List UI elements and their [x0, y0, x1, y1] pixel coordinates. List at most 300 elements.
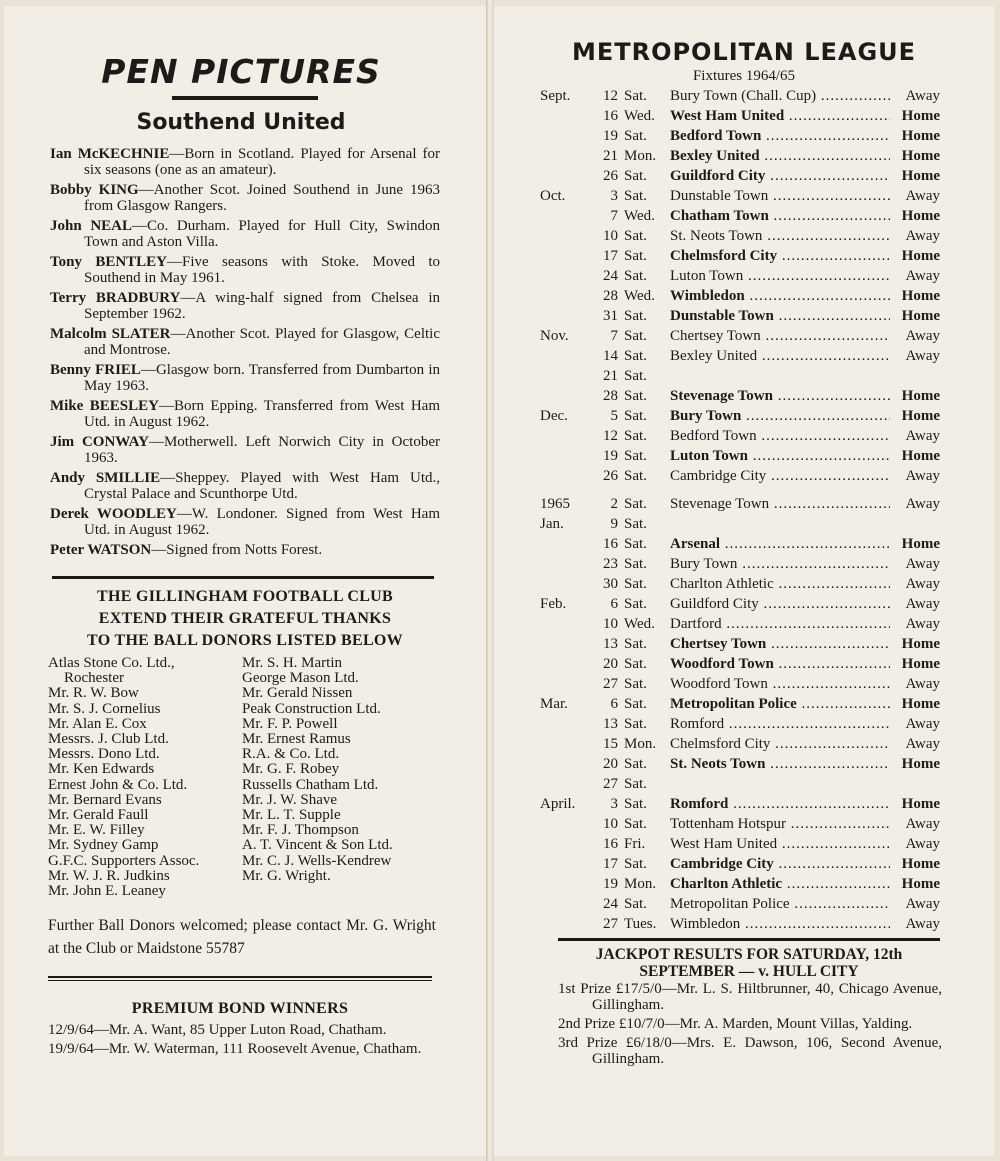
fixture-venue: Away	[890, 466, 940, 486]
donor-name: Mr. Gerald Nissen	[242, 685, 353, 702]
fixture-row	[540, 494, 940, 514]
fixture-date: 19	[603, 448, 618, 464]
fixture-day: Mon.	[624, 736, 657, 752]
fixture-venue: Home	[890, 246, 940, 266]
fixture-date: 19	[603, 128, 618, 144]
fixture-day: Sat.	[624, 348, 647, 364]
fixture-day: Sat.	[624, 448, 647, 464]
donor-name: Mr. F. J. Thompson	[242, 822, 359, 839]
donor-name: Mr. Ernest Ramus	[242, 731, 351, 748]
fixture-date: 16	[603, 836, 618, 852]
fixtures-subtitle: Fixtures 1964/65	[692, 68, 796, 84]
player-entry	[50, 506, 440, 538]
fixture-day: Sat.	[624, 816, 647, 832]
fixture-opponent: Bedford Town .....	[670, 126, 890, 146]
fixture-day: Sat.	[624, 676, 647, 692]
fixture-day: Sat.	[624, 428, 647, 444]
fixture-date: 20	[603, 656, 618, 672]
section-rule	[52, 576, 434, 579]
fixture-opponent: St. Neots Town .....	[670, 754, 890, 774]
fixture-venue: Home	[890, 206, 940, 226]
fixture-venue: Home	[890, 874, 940, 894]
donor-name: George Mason Ltd.	[242, 670, 359, 687]
donor-name: Mr. J. W. Shave	[242, 791, 338, 808]
fixture-day: Sat.	[624, 308, 647, 324]
fixture-day: Sat.	[624, 168, 647, 184]
fixture-day: Sat.	[624, 188, 647, 204]
prize-entry: 2nd Prize £10/7/0—Mr. A. Marden, Mount Villas, Yalding.	[558, 1016, 913, 1032]
fixture-opponent: Bexley United .....	[670, 346, 890, 366]
fixture-row	[540, 446, 940, 466]
fixture-row	[540, 654, 940, 674]
fixture-opponent: West Ham United .....	[670, 834, 890, 854]
jackpot-title: JACKPOT RESULTS FOR SATURDAY, 12th SEPTEMBER — v. HULL CITY	[595, 946, 903, 980]
winner-entry: 19/9/64—Mr. W. Waterman, 111 Roosevelt Avenue, Chatham.	[48, 1041, 422, 1057]
fixture-day: Sat.	[624, 468, 647, 484]
fixture-day: Sat.	[624, 408, 647, 424]
pen-pictures-title: PEN PICTURES	[101, 52, 381, 91]
player-name: Benny FRIEL	[50, 362, 141, 378]
fixture-venue: Away	[890, 86, 940, 106]
fixture-row	[540, 126, 940, 146]
fixture-opponent: Metropolitan Police .....	[670, 894, 890, 914]
player-name: Mike BEESLEY	[50, 398, 159, 414]
fixture-venue: Home	[890, 406, 940, 426]
fixture-date: 28	[603, 288, 618, 304]
fixture-day: Sat.	[624, 576, 647, 592]
fixture-row	[540, 514, 940, 534]
fixture-venue: Home	[890, 754, 940, 774]
donor-name: Peak Construction Ltd.	[242, 700, 381, 717]
donor-name: Mr. S. J. Cornelius	[48, 700, 161, 717]
fixture-month: April.	[540, 796, 576, 812]
fixture-row	[540, 226, 940, 246]
fixture-venue: Away	[890, 554, 940, 574]
fixture-venue: Home	[890, 794, 940, 814]
fixture-venue: Home	[890, 306, 940, 326]
fixture-opponent: Stevenage Town .....	[670, 494, 890, 514]
fixture-day: Sat.	[624, 776, 647, 792]
fixture-venue: Away	[890, 674, 940, 694]
player-entry	[50, 182, 440, 214]
fixture-row	[540, 594, 940, 614]
fixture-date: 21	[603, 148, 618, 164]
fixture-opponent: Stevenage Town .....	[670, 386, 890, 406]
fixture-month: Nov.	[540, 328, 569, 344]
donor-name: Messrs. J. Club Ltd.	[48, 731, 169, 748]
fixture-opponent: Cambridge City .....	[670, 854, 890, 874]
section-rule-thin	[48, 980, 432, 981]
fixture-opponent: Romford .....	[670, 714, 890, 734]
fixture-day: Sat.	[624, 268, 647, 284]
fixture-date: 12	[603, 88, 618, 104]
prize-entry: 1st Prize £17/5/0—Mr. L. S. Hiltbrunner, 40, Chicago Avenue, Gillingham.	[558, 981, 942, 1013]
fixture-venue: Home	[890, 446, 940, 466]
fixture-day: Wed.	[624, 108, 655, 124]
player-entry	[50, 398, 440, 430]
fixture-venue: Home	[890, 106, 940, 126]
donor-name: G.F.C. Supporters Assoc.	[48, 852, 200, 869]
fixture-opponent: Guildford City .....	[670, 166, 890, 186]
fixture-day: Mon.	[624, 876, 657, 892]
fixture-row	[540, 894, 940, 914]
fixture-opponent: Woodford Town .....	[670, 674, 890, 694]
premium-bond-title: PREMIUM BOND WINNERS	[131, 1000, 349, 1017]
fixture-venue: Away	[890, 834, 940, 854]
donor-name: Mr. W. J. R. Judkins	[48, 867, 170, 884]
fixture-day: Sat.	[624, 496, 647, 512]
fixture-day: Sat.	[624, 596, 647, 612]
fixture-date: 12	[603, 428, 618, 444]
prize-entry: 3rd Prize £6/18/0—Mrs. E. Dawson, 106, Second Avenue, Gillingham.	[558, 1035, 942, 1067]
fixture-row	[540, 614, 940, 634]
fixture-day: Sat.	[624, 328, 647, 344]
thanks-line: TO THE BALL DONORS LISTED BELOW	[87, 632, 403, 649]
fixture-row	[540, 246, 940, 266]
fixture-date: 13	[603, 716, 618, 732]
player-entry	[50, 362, 440, 394]
fixture-venue: Home	[890, 286, 940, 306]
donor-name: Ernest John & Co. Ltd.	[48, 776, 188, 793]
player-entry	[50, 470, 440, 502]
fixture-date: 5	[610, 408, 618, 424]
donor-name: Russells Chatham Ltd.	[242, 776, 379, 793]
fixture-row	[540, 674, 940, 694]
fixture-date: 6	[610, 696, 618, 712]
player-entry	[50, 254, 440, 286]
fixture-day: Sat.	[624, 636, 647, 652]
player-name: Terry BRADBURY	[50, 290, 181, 306]
thanks-line: EXTEND THEIR GRATEFUL THANKS	[98, 610, 392, 627]
donor-name: Mr. Alan E. Cox	[48, 715, 147, 732]
fixture-month: Mar.	[540, 696, 568, 712]
fixture-venue: Away	[890, 346, 940, 366]
fixture-date: 21	[603, 368, 618, 384]
fixture-row	[540, 854, 940, 874]
fixture-row	[540, 466, 940, 486]
fixture-row	[540, 814, 940, 834]
donor-name: Mr. G. Wright.	[242, 867, 331, 884]
fixture-day: Sat.	[624, 796, 647, 812]
fixture-row	[540, 426, 940, 446]
fixture-date: 15	[603, 736, 618, 752]
fixture-opponent: Cambridge City .....	[670, 466, 890, 486]
fixture-venue: Home	[890, 654, 940, 674]
fixture-month: Feb.	[540, 596, 567, 612]
fixture-row	[540, 714, 940, 734]
donor-name: Mr. Bernard Evans	[48, 791, 162, 808]
player-name: Jim CONWAY	[50, 434, 149, 450]
player-description: —Another Scot. Played for Glasgow, Celtic and Montrose.	[84, 326, 440, 358]
fixture-row	[540, 794, 940, 814]
fixture-row	[540, 186, 940, 206]
fixture-venue: Away	[890, 814, 940, 834]
player-description: —Sheppey. Played with West Ham Utd., Crystal Palace and Scunthorpe Utd.	[84, 470, 440, 502]
fixture-venue: Away	[890, 226, 940, 246]
donor-name: Rochester	[64, 670, 124, 687]
donor-name: Mr. L. T. Supple	[242, 807, 341, 824]
fixture-venue: Away	[890, 426, 940, 446]
fixture-month: Oct.	[540, 188, 566, 204]
fixture-opponent: Dartford .....	[670, 614, 890, 634]
fixture-row	[540, 106, 940, 126]
fixture-date: 17	[603, 248, 618, 264]
player-description: —Motherwell. Left Norwich City in October 1963.	[84, 434, 440, 466]
player-name: Bobby KING	[50, 182, 139, 198]
fixture-opponent: Bury Town .....	[670, 406, 890, 426]
fixture-venue: Home	[890, 146, 940, 166]
fixture-opponent: Guildford City .....	[670, 594, 890, 614]
fixture-venue: Home	[890, 166, 940, 186]
fixture-opponent: Luton Town .....	[670, 446, 890, 466]
fixture-day: Wed.	[624, 616, 655, 632]
fixture-date: 27	[603, 676, 618, 692]
fixture-venue: Home	[890, 386, 940, 406]
player-name: Andy SMILLIE	[50, 470, 161, 486]
fixture-date: 16	[603, 108, 618, 124]
fixture-row	[540, 834, 940, 854]
fixture-row	[540, 634, 940, 654]
fixture-opponent: Tottenham Hotspur .....	[670, 814, 890, 834]
donor-name: Mr. G. F. Robey	[242, 761, 340, 778]
player-description: —Signed from Notts Forest.	[151, 542, 323, 558]
fixture-opponent: Chatham Town .....	[670, 206, 890, 226]
fixture-day: Sat.	[624, 516, 647, 532]
fixture-date: 10	[603, 816, 618, 832]
donor-column-1	[48, 656, 248, 899]
fixture-date: 24	[603, 268, 618, 284]
fixture-row	[540, 914, 940, 934]
fixture-day: Sat.	[624, 856, 647, 872]
row-spacer	[540, 486, 940, 494]
fixture-opponent: Bexley United .....	[670, 146, 890, 166]
donor-name: A. T. Vincent & Son Ltd.	[242, 837, 393, 854]
fixture-venue: Away	[890, 734, 940, 754]
fixture-opponent: Chertsey Town .....	[670, 326, 890, 346]
fixture-date: 19	[603, 876, 618, 892]
donor-name: Messrs. Dono Ltd.	[48, 746, 160, 763]
fixture-opponent: Wimbledon .....	[670, 914, 890, 934]
fixture-opponent: Chelmsford City .....	[670, 246, 890, 266]
fixture-opponent: Wimbledon .....	[670, 286, 890, 306]
premium-bond-winners	[48, 1022, 432, 1060]
fixture-date: 30	[603, 576, 618, 592]
fixture-opponent: Arsenal .....	[670, 534, 890, 554]
fixture-row	[540, 206, 940, 226]
player-name: Malcolm SLATER	[50, 326, 171, 342]
further-donors-note: Further Ball Donors welcomed; please contact Mr. G. Wright at the Club or Maidstone 55787	[48, 917, 436, 957]
fixture-row	[540, 286, 940, 306]
donor-name: Mr. Ken Edwards	[48, 761, 155, 778]
fixture-opponent: Charlton Athletic .....	[670, 574, 890, 594]
donor-name: Mr. C. J. Wells-Kendrew	[242, 852, 392, 869]
fixture-venue: Away	[890, 894, 940, 914]
fixture-day: Sat.	[624, 556, 647, 572]
fixture-venue: Away	[890, 494, 940, 514]
player-entry	[50, 146, 440, 178]
fixture-day: Sat.	[624, 536, 647, 552]
player-name: Peter WATSON	[50, 542, 152, 558]
donor-name: Mr. F. P. Powell	[242, 715, 338, 732]
fixture-opponent: Charlton Athletic .....	[670, 874, 890, 894]
fixture-day: Sat.	[624, 128, 647, 144]
fixture-venue: Away	[890, 574, 940, 594]
fixture-date: 2	[610, 496, 618, 512]
fixture-venue: Away	[890, 594, 940, 614]
fixture-venue: Away	[890, 614, 940, 634]
player-description: —Five seasons with Stoke. Moved to Southend in May 1961.	[84, 254, 440, 286]
fixture-date: 9	[610, 516, 618, 532]
player-description: —Born in Scotland. Played for Arsenal for six seasons (one as an amateur).	[84, 146, 440, 178]
fixture-date: 10	[603, 616, 618, 632]
fixture-venue: Away	[890, 266, 940, 286]
fixture-venue: Home	[890, 694, 940, 714]
fixture-row	[540, 874, 940, 894]
fixture-date: 27	[603, 776, 618, 792]
fixture-day: Sat.	[624, 756, 647, 772]
fixture-date: 14	[603, 348, 618, 364]
donor-name: Mr. E. W. Filley	[48, 822, 145, 839]
fixture-opponent: Luton Town .....	[670, 266, 890, 286]
donor-name: Mr. R. W. Bow	[48, 685, 139, 702]
page-spine	[486, 0, 494, 1161]
fixture-day: Tues.	[624, 916, 657, 932]
donor-name: Mr. John E. Leaney	[48, 883, 166, 900]
fixture-date: 24	[603, 896, 618, 912]
fixture-venue: Away	[890, 914, 940, 934]
player-entry	[50, 218, 440, 250]
league-title: METROPOLITAN LEAGUE	[571, 38, 917, 66]
player-description: —Another Scot. Joined Southend in June 1963 from Glasgow Rangers.	[84, 182, 440, 214]
fixture-month: 1965	[540, 496, 570, 512]
fixture-opponent: Romford .....	[670, 794, 890, 814]
fixture-opponent: St. Neots Town .....	[670, 226, 890, 246]
fixture-opponent: Woodford Town .....	[670, 654, 890, 674]
fixture-date: 13	[603, 636, 618, 652]
fixture-month: Dec.	[540, 408, 568, 424]
fixture-month: Jan.	[540, 516, 564, 532]
thanks-line: THE GILLINGHAM FOOTBALL CLUB	[96, 588, 393, 605]
fixture-month: Sept.	[540, 88, 571, 104]
fixture-date: 7	[610, 208, 618, 224]
fixture-opponent: Dunstable Town .....	[670, 306, 890, 326]
player-description: —Glasgow born. Transferred from Dumbarton in May 1963.	[84, 362, 440, 394]
player-name: Tony BENTLEY	[50, 254, 168, 270]
club-title: Southend United	[136, 110, 346, 135]
fixture-date: 6	[610, 596, 618, 612]
fixture-date: 10	[603, 228, 618, 244]
donor-name: R.A. & Co. Ltd.	[242, 746, 340, 763]
donor-column-2	[242, 656, 442, 884]
fixture-day: Wed.	[624, 208, 655, 224]
fixture-day: Sat.	[624, 388, 647, 404]
fixture-venue: Home	[890, 534, 940, 554]
fixture-day: Mon.	[624, 148, 657, 164]
fixture-date: 28	[603, 388, 618, 404]
fixture-opponent: Chertsey Town .....	[670, 634, 890, 654]
ball-donors-heading	[60, 586, 430, 652]
fixture-day: Sat.	[624, 896, 647, 912]
fixture-row	[540, 146, 940, 166]
player-list	[50, 146, 440, 562]
player-entry	[50, 290, 440, 322]
section-rule	[558, 938, 940, 941]
player-entry	[50, 326, 440, 358]
fixture-venue: Away	[890, 186, 940, 206]
player-description: —A wing-half signed from Chelsea in September 1962.	[84, 290, 440, 322]
fixture-opponent: Dunstable Town .....	[670, 186, 890, 206]
fixture-row	[540, 774, 940, 794]
fixture-row	[540, 534, 940, 554]
player-name: John NEAL	[50, 218, 133, 234]
fixture-day: Sat.	[624, 696, 647, 712]
fixture-opponent: West Ham United .....	[670, 106, 890, 126]
fixture-row	[540, 366, 940, 386]
fixture-day: Sat.	[624, 228, 647, 244]
fixture-row	[540, 754, 940, 774]
fixture-opponent: Bury Town .....	[670, 554, 890, 574]
player-name: Derek WOODLEY	[50, 506, 177, 522]
player-description: —W. Londoner. Signed from West Ham Utd. in August 1962.	[84, 506, 440, 538]
fixture-row	[540, 574, 940, 594]
fixture-date: 26	[603, 468, 618, 484]
fixture-opponent: Metropolitan Police .....	[670, 694, 890, 714]
title-underline	[172, 96, 318, 100]
donor-name: Mr. Sydney Gamp	[48, 837, 159, 854]
fixture-venue: Away	[890, 326, 940, 346]
player-description: —Co. Durham. Played for Hull City, Swindon Town and Aston Villa.	[84, 218, 440, 250]
player-description: —Born Epping. Transferred from West Ham Utd. in August 1962.	[84, 398, 440, 430]
fixture-date: 26	[603, 168, 618, 184]
fixture-row	[540, 326, 940, 346]
fixture-venue: Home	[890, 634, 940, 654]
fixture-row	[540, 306, 940, 326]
fixture-date: 17	[603, 856, 618, 872]
fixture-row	[540, 554, 940, 574]
fixture-row	[540, 386, 940, 406]
fixtures-table	[540, 86, 940, 934]
fixture-row	[540, 86, 940, 106]
player-entry	[50, 542, 440, 558]
winner-entry: 12/9/64—Mr. A. Want, 85 Upper Luton Road, Chatham.	[48, 1022, 387, 1038]
player-name: Ian McKECHNIE	[50, 146, 170, 162]
fixture-day: Fri.	[624, 836, 646, 852]
fixture-row	[540, 694, 940, 714]
fixture-date: 3	[610, 188, 618, 204]
donor-name: Atlas Stone Co. Ltd.,	[48, 655, 175, 671]
fixture-day: Sat.	[624, 248, 647, 264]
donor-name: Mr. Gerald Faull	[48, 807, 149, 824]
donor-name: Mr. S. H. Martin	[242, 655, 343, 671]
fixture-date: 23	[603, 556, 618, 572]
fixture-opponent: Bedford Town .....	[670, 426, 890, 446]
fixture-date: 20	[603, 756, 618, 772]
fixture-date: 31	[603, 308, 618, 324]
fixture-date: 7	[610, 328, 618, 344]
fixture-day: Sat.	[624, 88, 647, 104]
jackpot-prizes	[558, 981, 942, 1070]
fixture-opponent: Bury Town (Chall. Cup) .....	[670, 86, 890, 106]
player-entry	[50, 434, 440, 466]
fixture-day: Sat.	[624, 716, 647, 732]
fixture-opponent: Chelmsford City .....	[670, 734, 890, 754]
fixture-venue: Away	[890, 714, 940, 734]
fixture-day: Sat.	[624, 656, 647, 672]
fixture-row	[540, 166, 940, 186]
fixture-day: Wed.	[624, 288, 655, 304]
fixture-row	[540, 266, 940, 286]
fixture-date: 27	[603, 916, 618, 932]
